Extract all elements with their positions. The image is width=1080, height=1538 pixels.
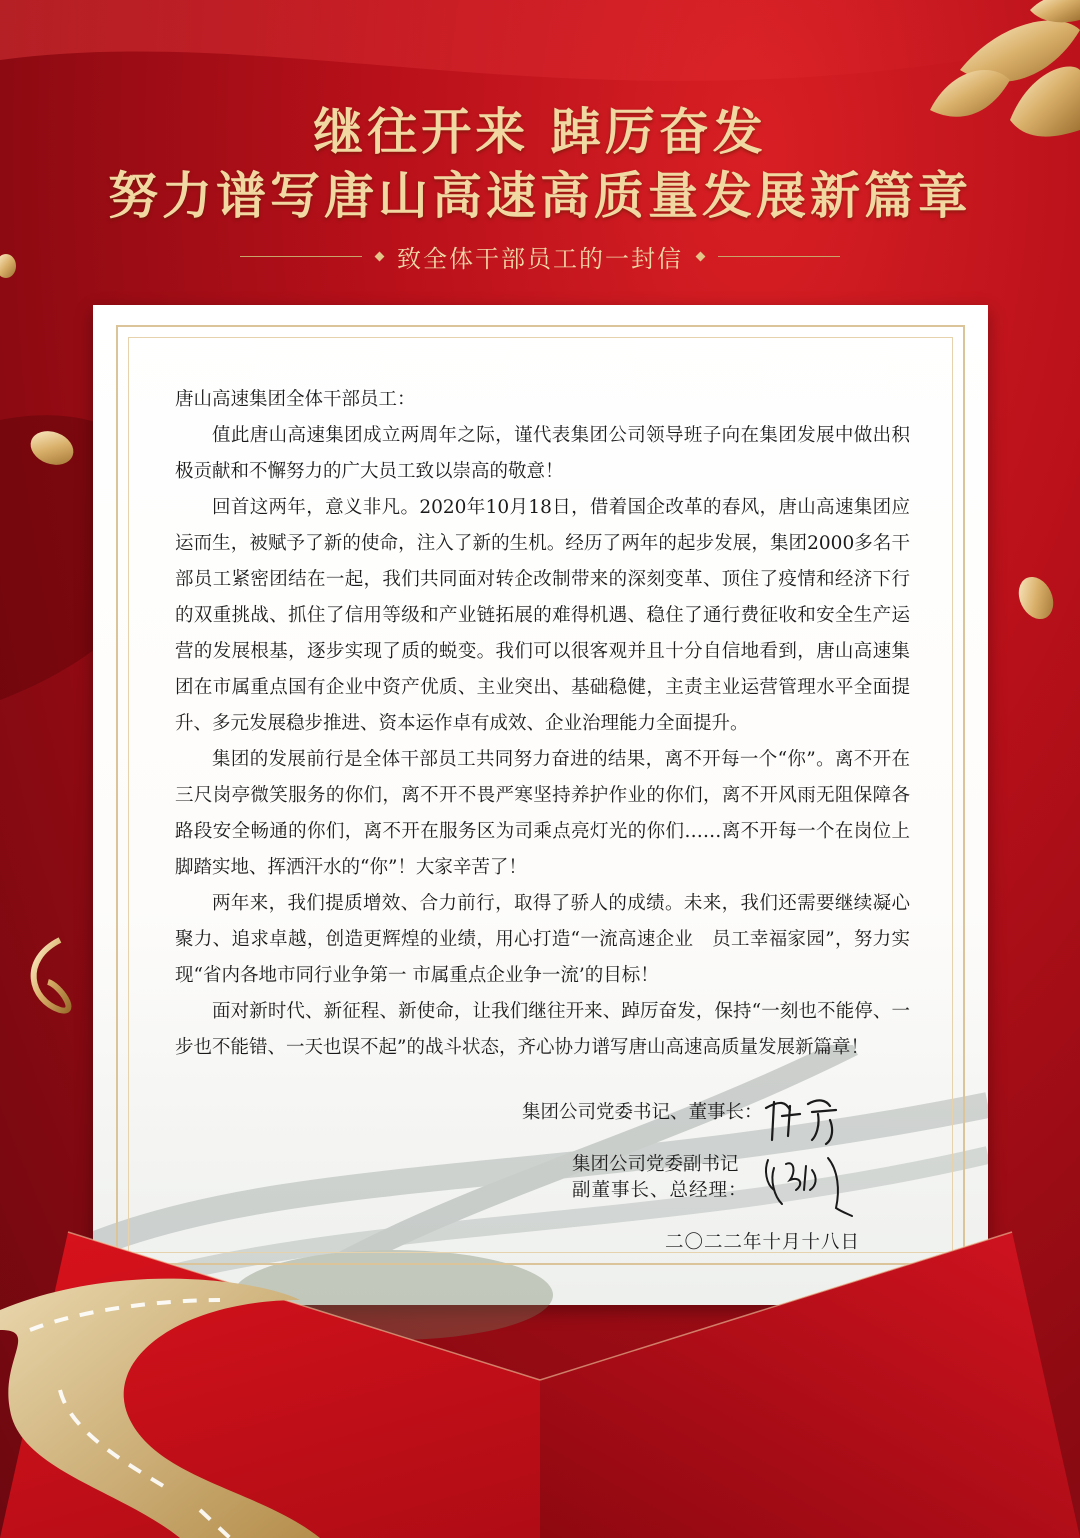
subtitle-row <box>240 238 840 274</box>
paragraph: 两年来，我们提质增效、合力前行，取得了骄人的成绩。未来，我们还需要继续凝心聚力、追求卓越，创造更辉煌的业绩，用心打造“一流高速企业 员工幸福家园”，努力实现“省内各地市同行业争第一 市属重点企业争一流’的目标！ <box>175 893 910 986</box>
subtitle: 致全体干部员工的一封信 <box>397 244 683 273</box>
headline-line1: 继往开来 踔厉奋发 <box>313 102 767 161</box>
handwritten-signature-chairman <box>760 1090 855 1150</box>
paragraph: 值此唐山高速集团成立两周年之际，谨代表集团公司领导班子向在集团发展中做出积极贡献和不懈努力的广大员工致以崇高的敬意！ <box>175 425 910 482</box>
paragraph: 面对新时代、新征程、新使命，让我们继往开来、踔厉奋发，保持“一刻也不能停、一步也不能错、一天也误不起”的战斗状态，齐心协力谱写唐山高速高质量发展新篇章！ <box>175 1001 910 1058</box>
paragraph: 集团的发展前行是全体干部员工共同努力奋进的结果，离不开每一个“你”。离不开在三尺岗亭微笑服务的你们，离不开不畏严寒坚持养护作业的你们，离不开风雨无阻保障各路段安全畅通的你们，离不开在服务区为司乘点亮灯光的你们……离不开每一个在岗位上脚踏实地、挥洒汗水的“你”！大家辛苦了！ <box>175 749 910 878</box>
headline-line2: 努力谱写唐山高速高质量发展新篇章 <box>108 166 972 225</box>
gold-coin-icon <box>0 254 16 278</box>
signature-title-deputy-line1: 集团公司党委副书记 <box>572 1154 739 1175</box>
gold-ribbon-icon <box>34 940 69 1011</box>
letter-date: 二〇二二年十月十八日 <box>665 1232 861 1253</box>
salutation: 唐山高速集团全体干部员工： <box>175 389 416 410</box>
signature-title-deputy-line2: 副董事长、总经理： <box>572 1180 748 1201</box>
divider <box>240 256 362 257</box>
red-envelope <box>0 1190 1080 1538</box>
divider <box>718 256 840 257</box>
diamond-icon <box>375 251 385 261</box>
silk-highlight <box>0 0 1080 81</box>
signature-title-chairman: 集团公司党委书记、董事长： <box>522 1102 763 1123</box>
diamond-icon <box>696 251 706 261</box>
paragraph: 回首这两年，意义非凡。2020年10月18日，借着国企改革的春风，唐山高速集团应运而生，被赋予了新的使命，注入了新的生机。经历了两年的起步发展，集团2000多名干部员工紧密团结在一起，我们共同面对转企改制带来的深刻变革、顶住了疫情和经济下行的双重挑战、抓住了信用等级和产业链拓展的难得机遇、稳住了通行费征收和安全生产运营的发展根基，逐步实现了质的蜕变。我们可以很客观并且十分自信地看到，唐山高速集团在市属重点国有企业中资产优质、主业突出、基础稳健，主责主业运营管理水平全面提升、多元发展稳步推进、资本运作卓有成效、企业治理能力全面提升。 <box>175 497 910 734</box>
gold-coin-icon <box>1012 571 1060 624</box>
letter-body <box>175 382 910 1066</box>
